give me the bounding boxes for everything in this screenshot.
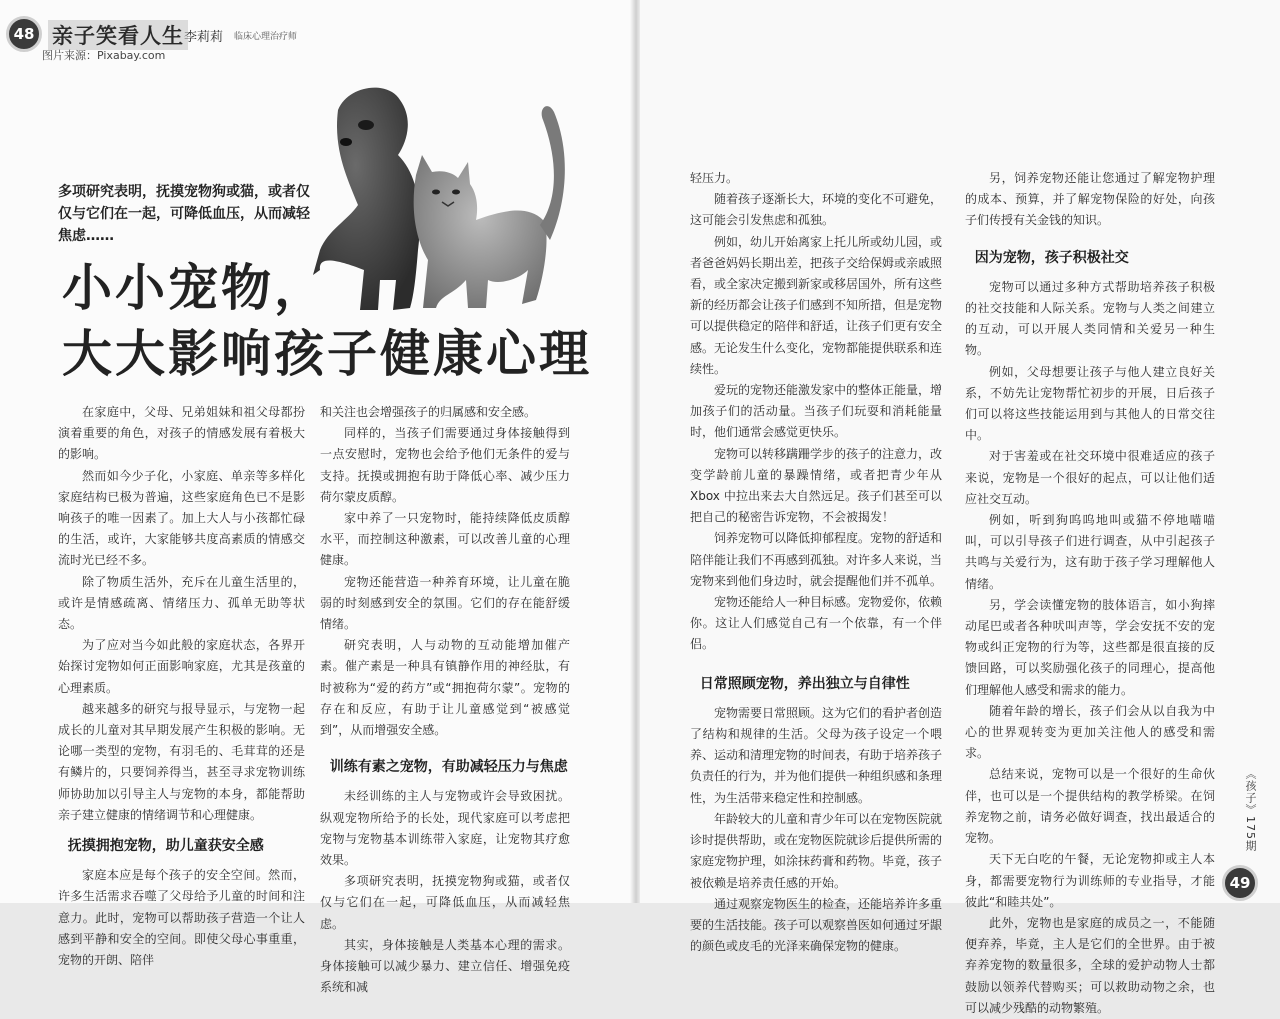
paragraph: 另，学会读懂宠物的肢体语言，如小狗摔动尾巴或者各种吠叫声等，学会安抚不安的宠物或纠正宠物的行为等，这些都是很直接的反馈回路，可以奖励强化孩子的同理心，提高他们理解他人感受和需求的能力。 (965, 597, 1215, 697)
paragraph: 此外，宠物也是家庭的成员之一，不能随便弃养，毕竟，主人是它们的全世界。由于被弃养宠物的数量很多，全球的爱护动物人士都鼓励以领养代替购买；可以救助动物之余，也可以减少残酷的动物繁殖。 (965, 915, 1215, 1015)
author-role: 临床心理治疗师 (234, 32, 298, 42)
paragraph: 宠物还能营造一种养育环境，让儿童在脆弱的时刻感到安全的氛围。它们的存在能舒缓情绪。 (320, 574, 570, 632)
paragraph: 宠物可以通过多种方式帮助培养孩子积极的社交技能和人际关系。宠物与人类之间建立的互动，可以开展人类同情和关爱另一种生物。 (965, 279, 1215, 358)
author-name: 李莉莉 (184, 30, 224, 45)
image-credit: 图片来源：Pixabay.com (42, 49, 166, 62)
paragraph: 同样的，当孩子们需要通过身体接触得到一点安慰时，宠物也会给予他们无条件的爱与支持。抚摸或拥抱有助于降低心率、减少压力荷尔蒙皮质醇。 (320, 426, 570, 504)
section-heading: 抚摸拥抱宠物，助儿童获安全感 (67, 838, 264, 855)
paragraph: 例如，父母想要让孩子与他人建立良好关系，不妨先让宠物帮忙初步的开展，日后孩子们可以将这些技能运用到与其他人的日常交往中。 (965, 364, 1215, 443)
paragraph: 饲养宠物可以降低抑郁程度。宠物的舒适和陪伴能让我们不再感到孤独。对许多人来说，当宠物来到他们身边时，就会提醒他们并不孤单。 (690, 531, 943, 588)
text-column-4 (965, 168, 1215, 1019)
title-line-2: 大大影响孩子健康心理 (62, 325, 592, 383)
paragraph: 未经训练的主人与宠物或许会导致困扰。纵观宠物所给予的长处，现代家庭可以考虑把宠物与宠物基本训练带入家庭，让宠物其疗愈效果。 (320, 789, 570, 868)
paragraph: 例如，听到狗呜呜地叫或猫不停地喵喵叫，可以引导孩子们进行调查，从中引起孩子共鸣与关爱行为，这有助于孩子学习理解他人情绪。 (965, 513, 1215, 591)
paragraph: 宠物可以转移蹒跚学步的孩子的注意力，改变学龄前儿童的暴躁情绪，或者把青少年从 Xbox 中拉出来去大自然远足。孩子们甚至可以把自己的秘密告诉宠物，不会被揭发！ (690, 446, 943, 525)
paragraph: 另，饲养宠物还能让您通过了解宠物护理的成本、预算，并了解宠物保险的好处，向孩子们传授有关金钱的知识。 (965, 171, 1215, 228)
paragraph: 越来越多的研究与报导显示，与宠物一起成长的儿童对其早期发展产生积极的影响。无论哪一类型的宠物，有羽毛的、毛茸茸的还是有鳞片的，只要饲养得当，甚至寻求宠物训练师协助加以引导主人与宠物的本身，都能帮助亲子建立健康的情绪调节和心理健康。 (58, 701, 305, 822)
section-heading: 因为宠物，孩子积极社交 (974, 249, 1129, 266)
paragraph: 为了应对当今如此般的家庭状态，各界开始探讨宠物如何正面影响家庭，尤其是孩童的心理素质。 (58, 638, 305, 695)
paragraph: 总结来说，宠物可以是一个很好的生命伙伴，也可以是一个提供结构的教学桥梁。在饲养宠物之前，请务必做好调查，找出最适合的宠物。 (965, 767, 1215, 846)
column-title: 亲子笑看人生 (48, 20, 188, 50)
paragraph: 天下无白吃的午餐，无论宠物抑或主人本身，都需要宠物行为训练师的专业指导，才能彼此“和睦共处”。 (965, 852, 1215, 909)
page-number-badge-right: 49 (1222, 865, 1258, 901)
paragraph: 其实，身体接触是人类基本心理的需求。身体接触可以减少暴力、建立信任、增强免疫系统和减 (320, 937, 570, 995)
paragraph: 对于害羞或在社交环境中很难适应的孩子来说，宠物是一个很好的起点，可以让他们适应社交互动。 (965, 449, 1215, 506)
paragraph: 除了物质生活外，充斥在儿童生活里的，或许是情感疏离、情绪压力、孤单无助等状态。 (58, 574, 305, 632)
paragraph: 随着孩子逐渐长大，环境的变化不可避免，这可能会引发焦虑和孤独。 (690, 192, 943, 228)
paragraph: 宠物还能给人一种目标感。宠物爱你，依赖你。这让人们感觉自己有一个依靠，有一个伴侣。 (690, 595, 943, 652)
paragraph: 多项研究表明，抚摸宠物狗或猫，或者仅仅与它们在一起，可降低血压，从而减轻焦虑。 (320, 874, 570, 931)
paragraph: 和关注也会增强孩子的归属感和安全感。 (320, 405, 537, 419)
right-page (640, 0, 1280, 1015)
page-header (6, 14, 306, 50)
article-title (62, 255, 592, 387)
paragraph: 家中养了一只宠物时，能持续降低皮质醇水平，而控制这种激素，可以改善儿童的心理健康。 (320, 511, 570, 568)
section-heading: 训练有素之宠物，有助减轻压力与焦虑 (329, 759, 568, 776)
paragraph: 研究表明，人与动物的互动能增加催产素。催产素是一种具有镇静作用的神经肽，有时被称为“爱的药方”或“拥抱荷尔蒙”。宠物的存在和反应，有助于让儿童感觉到“被感觉到”，从而增强安全感。 (320, 638, 570, 738)
paragraph: 例如，幼儿开始离家上托儿所或幼儿园，或者爸爸妈妈长期出差，把孩子交给保姆或亲戚照看，或全家决定搬到新家或移居国外，所有这些新的经历都会让孩子们感到不知所措，但是宠物可以提供稳定的陪伴和舒适，让孩子们更有安全感。无论发生什么变化，宠物都能提供联系和连续性。 (690, 234, 943, 376)
text-column-2 (320, 402, 570, 998)
paragraph: 然而如今少子化，小家庭、单亲等多样化家庭结构已极为普遍，这些家庭角色已不是影响孩子的唯一因素了。加上大人与小孩都忙碌的生活，或许，大家能够共度高素质的情感交流时光已经不多。 (58, 468, 305, 568)
title-line-1: 小小宠物， (62, 259, 327, 317)
paragraph: 通过观察宠物医生的检查，还能培养许多重要的生活技能。孩子可以观察兽医如何通过牙龈的颜色或皮毛的光泽来确保宠物的健康。 (690, 896, 943, 954)
lead-paragraph: 多项研究表明，抚摸宠物狗或猫，或者仅仅与它们在一起，可降低血压，从而减轻焦虑…… (58, 184, 310, 244)
left-page (0, 0, 632, 995)
paragraph: 轻压力。 (690, 171, 739, 185)
paragraph: 年龄较大的儿童和青少年可以在宠物医院就诊时提供帮助，或在宠物医院就诊后提供所需的家庭宠物护理，如涂抹药膏和药物。毕竟，孩子被依赖是培养责任感的开始。 (690, 811, 943, 890)
paragraph: 在家庭中，父母、兄弟姐妹和祖父母都扮演着重要的角色，对孩子的情感发展有着极大的影响。 (58, 405, 305, 462)
text-column-1 (58, 402, 305, 971)
page-number-badge: 48 (6, 16, 42, 52)
paragraph: 爱玩的宠物还能激发家中的整体正能量，增加孩子们的活动量。当孩子们玩耍和消耗能量时，他们通常会感觉更快乐。 (690, 383, 943, 440)
section-heading: 日常照顾宠物，养出独立与自律性 (699, 675, 910, 692)
text-column-3 (690, 168, 942, 957)
paragraph: 宠物需要日常照顾。这为它们的看护者创造了结构和规律的生活。父母为孩子设定一个喂养、运动和清理宠物的时间表，有助于培养孩子负责任的行为，并为他们提供一种组织感和条理性，为生活带来稳定性和控制感。 (690, 705, 943, 805)
paragraph: 随着年龄的增长，孩子们会从以自我为中心的世界观转变为更加关注他人的感受和需求。 (965, 703, 1215, 761)
magazine-issue-label: 《孩子》175期 (1244, 768, 1257, 852)
paragraph: 家庭本应是每个孩子的安全空间。然而，许多生活需求吞噬了父母给予儿童的时间和注意力。此时，宠物可以帮助孩子营造一个让人感到平静和安全的空间。即使父母心事重重，宠物的开朗、陪伴 (58, 868, 305, 968)
